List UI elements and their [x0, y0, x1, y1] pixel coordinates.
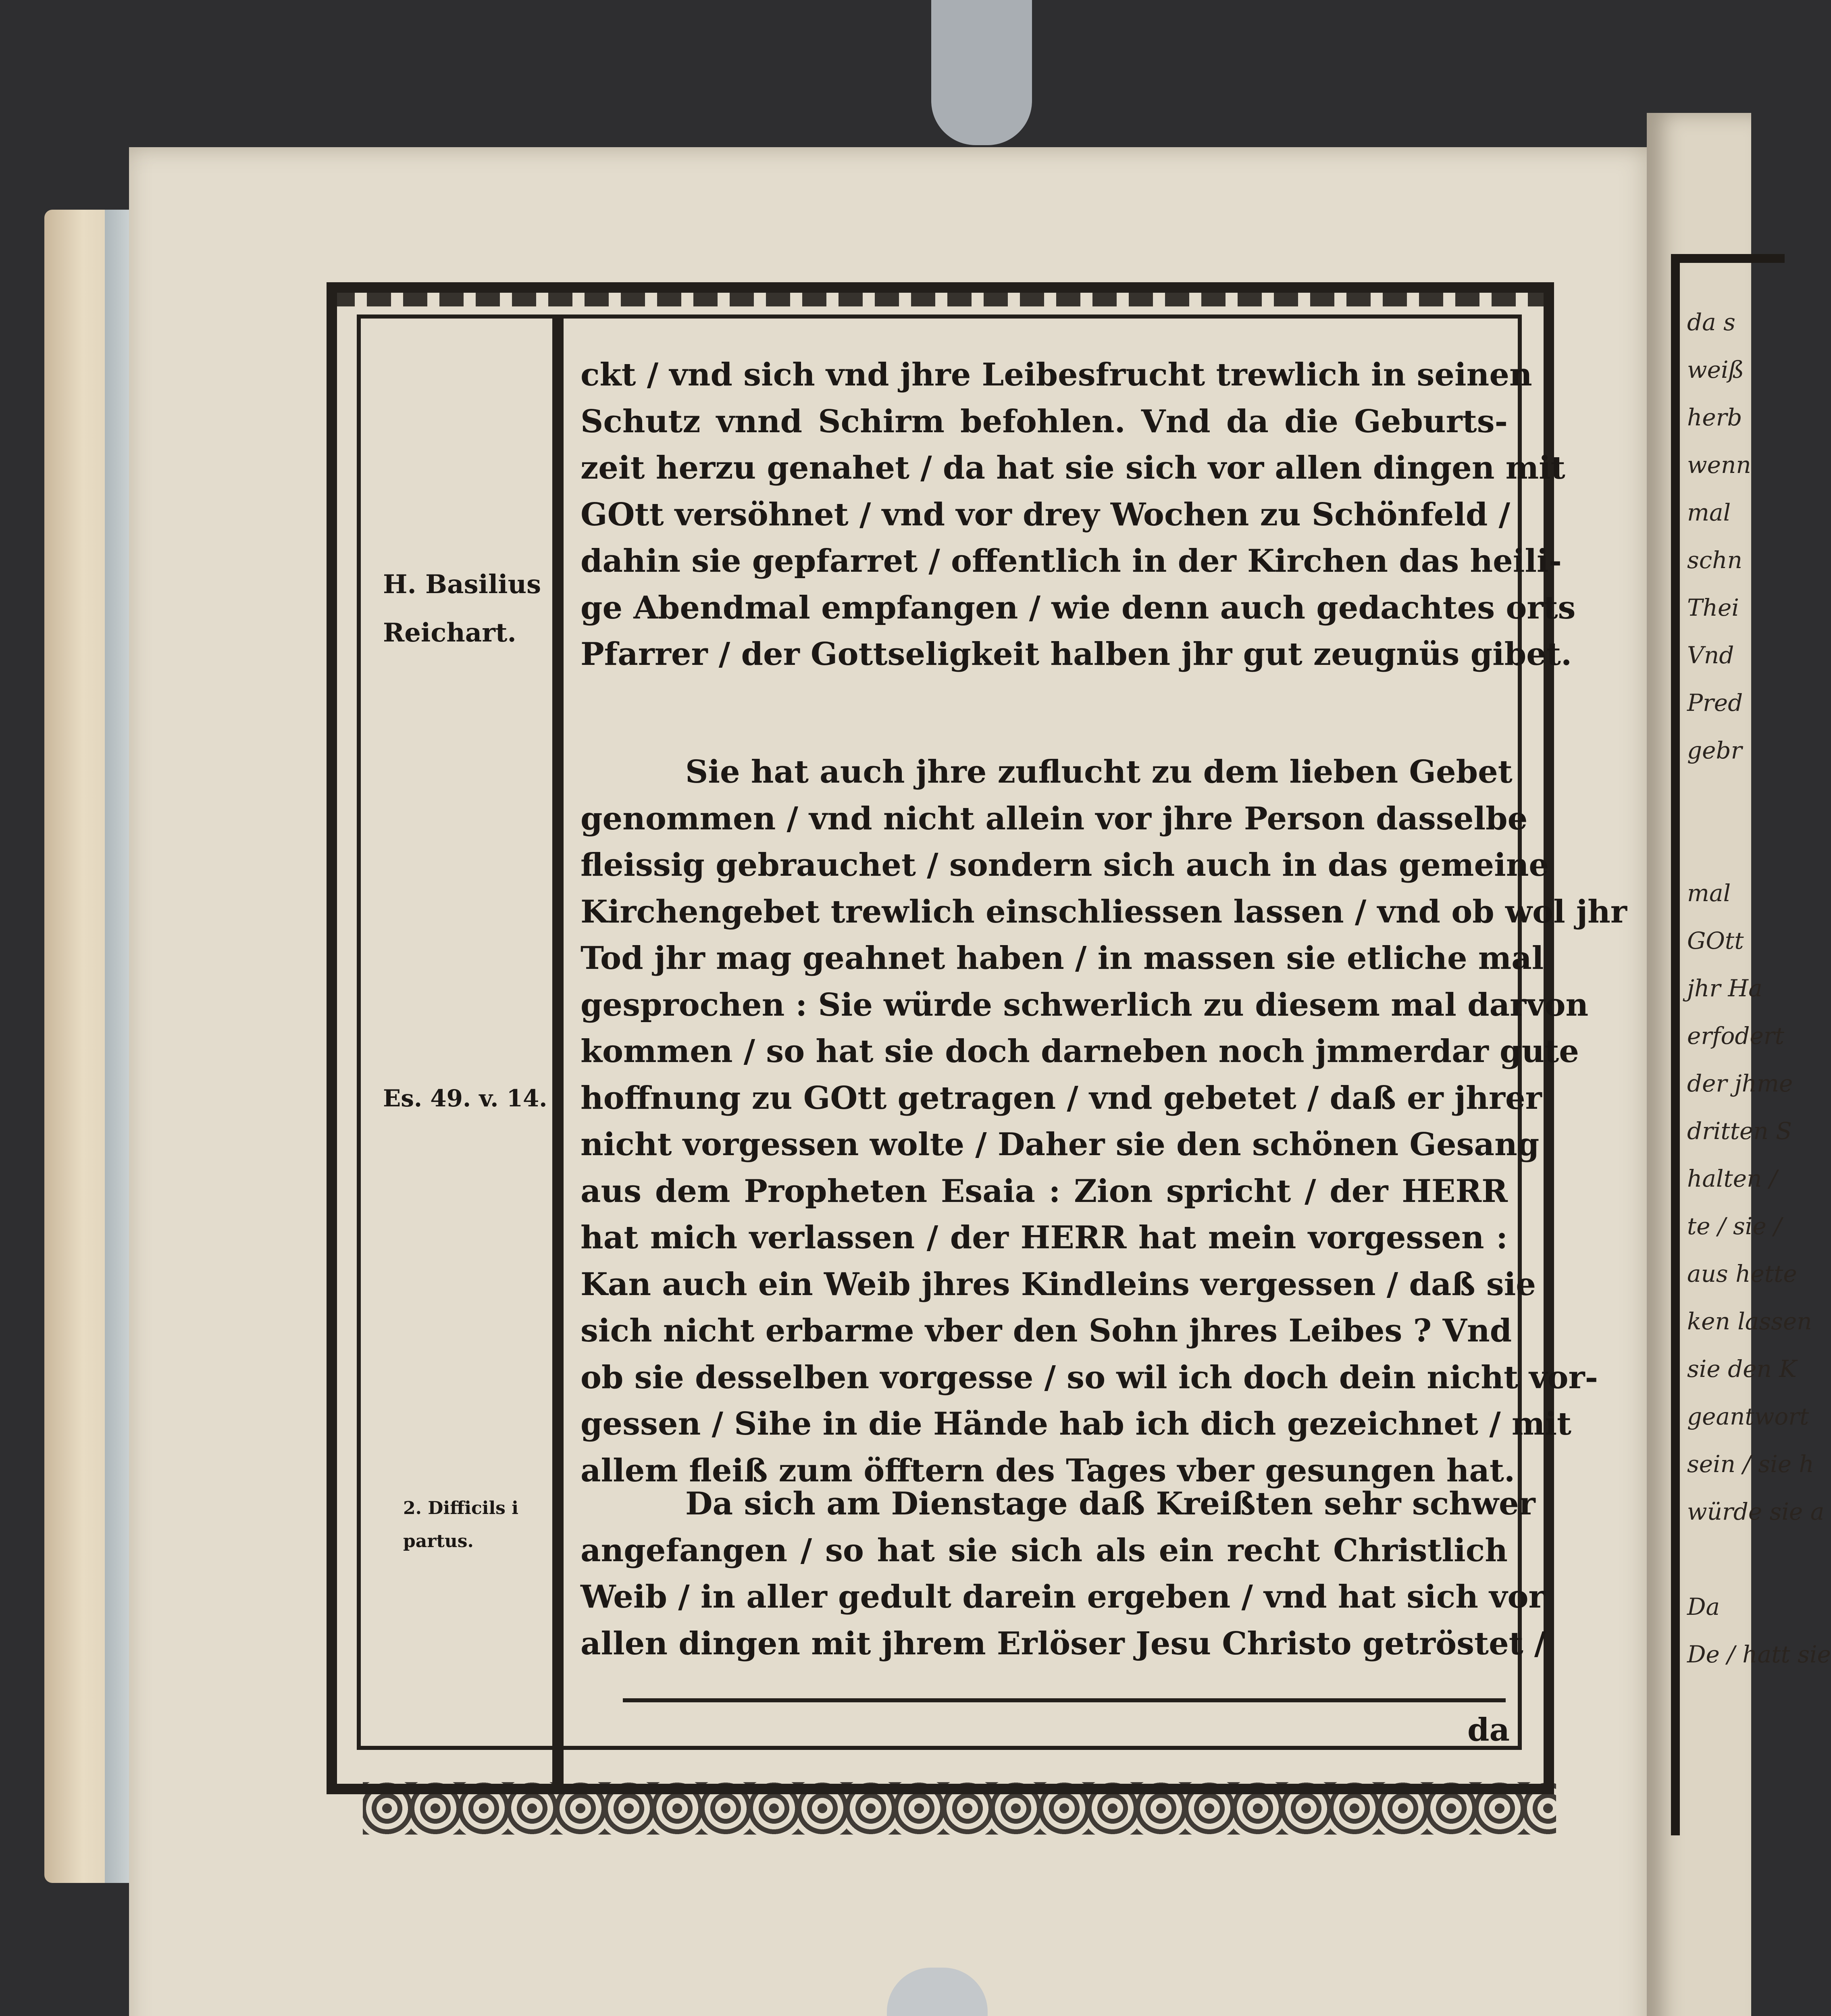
next-page-line: halten /: [1687, 1165, 1777, 1192]
text-line: angefangen / so hat sie sich als ein recht Christlich: [581, 1532, 1508, 1569]
next-page-line: dritten S: [1687, 1117, 1792, 1145]
text-line: Sie hat auch jhre zuflucht zu dem lieben Gebet: [685, 754, 1513, 790]
paragraph-2: [581, 749, 1627, 1494]
text-line: kommen / so hat sie doch darneben noch jmmerdar gute: [581, 1033, 1579, 1070]
next-page-line: jhr Ha: [1687, 975, 1762, 1002]
next-page-line: da s: [1687, 308, 1735, 336]
paragraph-1: [581, 352, 1576, 678]
next-page-line: [1687, 822, 1768, 869]
bottom-ornament-border: [363, 1782, 1556, 1835]
next-page-line: mal: [1687, 879, 1731, 907]
next-page-edge: [1647, 113, 1831, 2016]
text-line: genommen / vnd nicht allein vor jhre Person dasselbe: [581, 800, 1528, 837]
margin-note-basilius: H. Basilius Reichart.: [383, 569, 541, 648]
text-line: sich nicht erbarme vber den Sohn jhres Leibes ? Vnd: [581, 1312, 1512, 1349]
text-line: aus dem Propheten Esaia : Zion spricht / der HERR: [581, 1173, 1508, 1210]
next-page-line: Thei: [1687, 594, 1739, 621]
text-line: ckt / vnd sich vnd jhre Leibesfrucht trewlich in seinen: [581, 356, 1532, 393]
next-page-line: geantwort: [1687, 1403, 1809, 1430]
text-line: zeit herzu genahet / da hat sie sich vor allen dingen mit: [581, 450, 1565, 486]
text-line: Kirchengebet trewlich einschliessen lassen / vnd ob wol jhr: [581, 893, 1627, 930]
next-page-line: mal: [1687, 499, 1731, 526]
text-line: allen dingen mit jhrem Erlöser Jesu Christo getröstet /: [581, 1625, 1546, 1662]
next-page-line: te / sie /: [1687, 1212, 1782, 1240]
next-page-line: aus hette: [1687, 1260, 1797, 1287]
book-clip-top: [931, 0, 1032, 145]
paragraph-3: [581, 1481, 1546, 1667]
next-page-line: würde sie a: [1687, 1498, 1825, 1525]
catchword: da: [1467, 1712, 1510, 1748]
text-line: gesprochen : Sie würde schwerlich zu diesem mal darvon: [581, 986, 1589, 1023]
text-line: allem fleiß zum öfftern des Tages vber gesungen hat.: [581, 1452, 1515, 1489]
margin-note-esaia: Es. 49. v. 14.: [383, 1085, 547, 1112]
text-line: ob sie desselben vorgesse / so wil ich doch dein nicht vor-: [581, 1359, 1598, 1396]
next-page-line: sein / sie h: [1687, 1450, 1814, 1478]
text-line: hoffnung zu GOtt getragen / vnd gebetet / daß er jhrer: [581, 1079, 1542, 1116]
margin-note-difficilis: 2. Difficils i partus.: [403, 1498, 518, 1552]
next-page-text: [1687, 298, 1831, 1678]
next-page-line: [1687, 1535, 1768, 1583]
text-line: GOtt versöhnet / vnd vor drey Wochen zu Schönfeld /: [581, 496, 1511, 533]
text-line: Tod jhr mag geahnet haben / in massen sie etliche mal: [581, 940, 1544, 977]
text-line: gessen / Sihe in die Hände hab ich dich gezeichnet / mit: [581, 1406, 1572, 1442]
margin-divider: [552, 319, 564, 1786]
text-line: fleissig gebrauchet / sondern sich auch in das gemeine: [581, 847, 1549, 883]
next-page-line: sie den K: [1687, 1355, 1797, 1383]
next-page-line: weiß: [1687, 356, 1744, 383]
next-page-line: Vnd: [1687, 641, 1734, 669]
text-line: Da sich am Dienstage daß Kreißten sehr schwer: [685, 1485, 1536, 1522]
next-page-line: [1687, 774, 1768, 822]
next-page-line: erfodert: [1687, 1022, 1784, 1050]
next-page-line: herb: [1687, 404, 1742, 431]
text-line: Schutz vnnd Schirm befohlen. Vnd da die Geburts-: [581, 403, 1508, 440]
next-page-line: ken lassen: [1687, 1308, 1812, 1335]
next-page-line: schn: [1687, 546, 1742, 574]
text-line: dahin sie gepfarret / offentlich in der Kirchen das heili-: [581, 543, 1562, 579]
text-line: Kan auch ein Weib jhres Kindleins vergessen / daß sie: [581, 1266, 1536, 1303]
next-page-line: der jhme: [1687, 1070, 1793, 1097]
next-page-line: gebr: [1687, 737, 1742, 764]
next-page-line: wenn: [1687, 451, 1751, 479]
text-line: ge Abendmal empfangen / wie denn auch gedachtes orts: [581, 589, 1576, 626]
next-page-line: GOtt: [1687, 927, 1744, 954]
next-page-line: Pred: [1687, 689, 1743, 716]
text-line: Weib / in aller gedult darein ergeben / vnd hat sich vor: [581, 1579, 1545, 1615]
next-page-line: De / hatt sie: [1687, 1641, 1831, 1668]
text-line: hat mich verlassen / der HERR hat mein vorgessen :: [581, 1219, 1508, 1256]
text-line: Pfarrer / der Gottseligkeit halben jhr gut zeugnüs gibet.: [581, 636, 1572, 673]
footer-rule: [623, 1698, 1506, 1702]
next-page-line: Da: [1687, 1593, 1720, 1620]
text-line: nicht vorgessen wolte / Daher sie den schönen Gesang: [581, 1126, 1540, 1163]
